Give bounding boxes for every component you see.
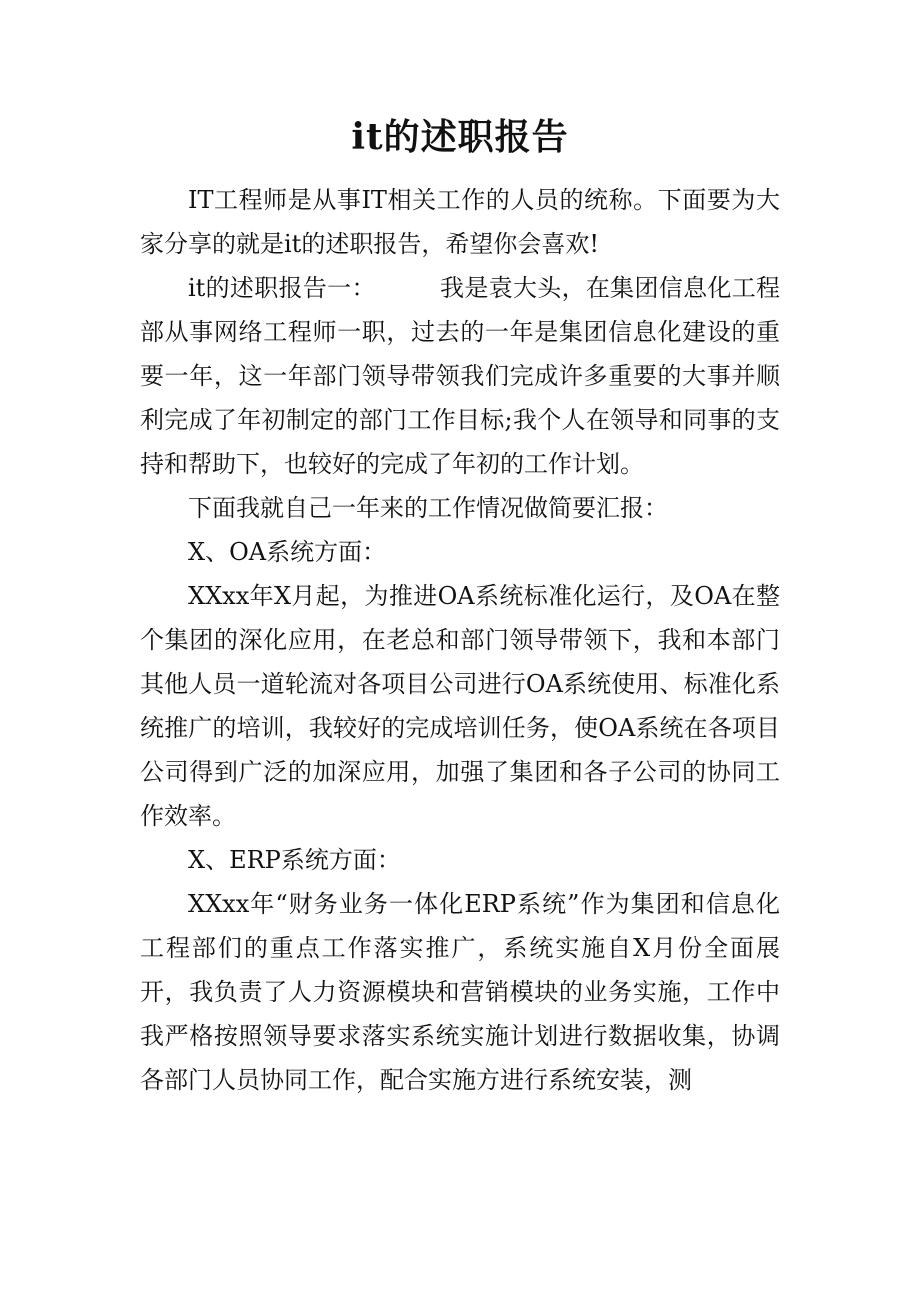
document-body [140, 178, 780, 1102]
report-one-body: 我是袁大头，在集团信息化工程部从事网络工程师一职，过去的一年是集团信息化建设的重要一年，这一年部门领导带领我们完成许多重要的大事并顺利完成了年初制定的部门工作目标;我个人在领导和同事的支持和帮助下，也较好的完成了年初的工作计划。 [140, 274, 780, 478]
report-one-paragraph [140, 266, 780, 486]
oa-section-heading: X、OA系统方面： [188, 538, 387, 566]
report-one-heading: it的述职报告一： [188, 274, 376, 302]
document-title: it的述职报告 [351, 116, 569, 158]
erp-section-heading: X、ERP系统方面： [188, 846, 401, 874]
intro-paragraph: IT工程师是从事IT相关工作的人员的统称。下面要为大家分享的就是it的述职报告，希望你会喜欢! [140, 186, 780, 258]
erp-section-paragraph: XXxx年“财务业务一体化ERP系统”作为集团和信息化工程部们的重点工作落实推广，系统实施自X月份全面展开，我负责了人力资源模块和营销模块的业务实施，工作中我严格按照领导要求落实系统实施计划进行数据收集，协调各部门人员协同工作，配合实施方进行系统安装，测 [140, 890, 780, 1094]
oa-section-paragraph: XXxx年X月起，为推进OA系统标准化运行，及OA在整个集团的深化应用，在老总和部门领导带领下，我和本部门其他人员一道轮流对各项目公司进行OA系统使用、标准化系统推广的培训，我较好的完成培训任务，使OA系统在各项目公司得到广泛的加深应用，加强了集团和各子公司的协同工作效率。 [140, 582, 780, 830]
summary-intro-paragraph: 下面我就自己一年来的工作情况做简要汇报： [188, 494, 668, 522]
